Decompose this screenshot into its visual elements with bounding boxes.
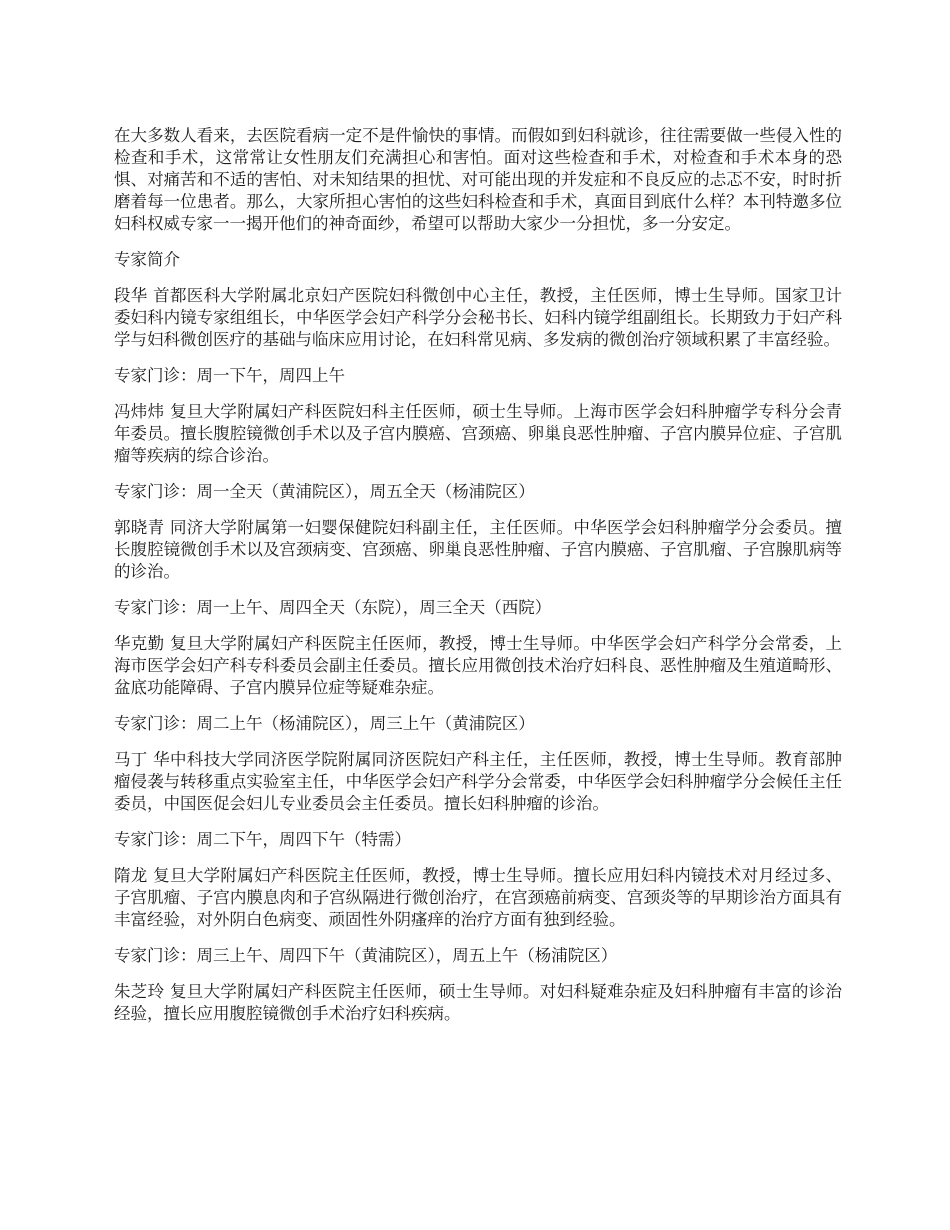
expert-description: 复旦大学附属妇产科医院主任医师，硕士生导师。对妇科疑难杂症及妇科肿瘤有丰富的诊治经验，擅长应用腹腔镜微创手术治疗妇科疾病。 (114, 982, 843, 1023)
expert-name: 隋龙 (114, 866, 148, 885)
expert-bio (114, 749, 842, 815)
expert-description: 华中科技大学同济医学院附属同济医院妇产科主任，主任医师，教授，博士生导师。教育部肿瘤侵袭与转移重点实验室主任，中华医学会妇产科学分会常委，中华医学会妇科肿瘤学分会候任主任委员，中国医促会妇儿专业委员会主任委员。擅长妇科肿瘤的诊治。 (114, 750, 843, 813)
expert-name: 朱芝玲 (114, 982, 165, 1001)
expert-bio (114, 633, 842, 699)
expert-bio (114, 285, 842, 351)
expert-description: 复旦大学附属妇产科医院主任医师，教授，博士生导师。中华医学会妇产科学分会常委，上海市医学会妇产科专科委员会副主任委员。擅长应用微创技术治疗妇科良、恶性肿瘤及生殖道畸形、盆底功能障碍、子宫内膜异位症等疑难杂症。 (114, 634, 843, 697)
expert-description: 复旦大学附属妇产科医院妇科主任医师，硕士生导师。上海市医学会妇科肿瘤学专科分会青年委员。擅长腹腔镜微创手术以及子宫内膜癌、宫颈癌、卵巢良恶性肿瘤、子宫内膜异位症、子宫肌瘤等疾病的综合诊治。 (114, 402, 843, 465)
article-body (114, 125, 842, 1039)
clinic-hours: 专家门诊：周二下午，周四下午（特需） (114, 830, 411, 849)
expert-bio (114, 865, 842, 931)
clinic-hours: 专家门诊：周三上午、周四下午（黄浦院区），周五上午（杨浦院区） (114, 946, 618, 965)
expert-name: 郭晓青 (114, 518, 165, 537)
clinic-hours: 专家门诊：周一上午、周四全天（东院），周三全天（西院） (114, 598, 552, 617)
expert-name: 华克勤 (114, 634, 165, 653)
expert-name: 马丁 (114, 750, 148, 769)
clinic-hours: 专家门诊：周二上午（杨浦院区），周三上午（黄浦院区） (114, 714, 535, 733)
expert-name: 段华 (114, 286, 148, 305)
section-title: 专家简介 (114, 250, 180, 269)
clinic-hours: 专家门诊：周一下午，周四上午 (114, 366, 345, 385)
expert-description: 首都医科大学附属北京妇产医院妇科微创中心主任，教授，主任医师，博士生导师。国家卫计委妇科内镜专家组组长，中华医学会妇产科学分会秘书长、妇科内镜学组副组长。长期致力于妇产科学与妇科微创医疗的基础与临床应用讨论，在妇科常见病、多发病的微创治疗领域积累了丰富经验。 (114, 286, 843, 349)
expert-description: 同济大学附属第一妇婴保健院妇科副主任，主任医师。中华医学会妇科肿瘤学分会委员。擅长腹腔镜微创手术以及宫颈病变、宫颈癌、卵巢良恶性肿瘤、子宫内膜癌、子宫肌瘤、子宫腺肌病等的诊治。 (114, 518, 843, 581)
expert-description: 复旦大学附属妇产科医院主任医师，教授，博士生导师。擅长应用妇科内镜技术对月经过多、子宫肌瘤、子宫内膜息肉和子宫纵隔进行微创治疗，在宫颈癌前病变、宫颈炎等的早期诊治方面具有丰富经验，对外阴白色病变、顽固性外阴瘙痒的治疗方面有独到经验。 (114, 866, 843, 929)
expert-name: 冯炜炜 (114, 402, 165, 421)
expert-bio (114, 517, 842, 583)
intro-paragraph: 在大多数人看来，去医院看病一定不是件愉快的事情。而假如到妇科就诊，往往需要做一些侵入性的检查和手术，这常常让女性朋友们充满担心和害怕。面对这些检查和手术，对检查和手术本身的恐惧、对痛苦和不适的害怕、对未知结果的担忧、对可能出现的并发症和不良反应的忐忑不安，时时折磨着每一位患者。那么，大家所担心害怕的这些妇科检查和手术，真面目到底什么样？本刊特邀多位妇科权威专家一一揭开他们的神奇面纱，希望可以帮助大家少一分担忧，多一分安定。 (114, 126, 842, 233)
clinic-hours: 专家门诊：周一全天（黄浦院区），周五全天（杨浦院区） (114, 482, 535, 501)
expert-bio (114, 981, 842, 1025)
expert-bio (114, 401, 842, 467)
